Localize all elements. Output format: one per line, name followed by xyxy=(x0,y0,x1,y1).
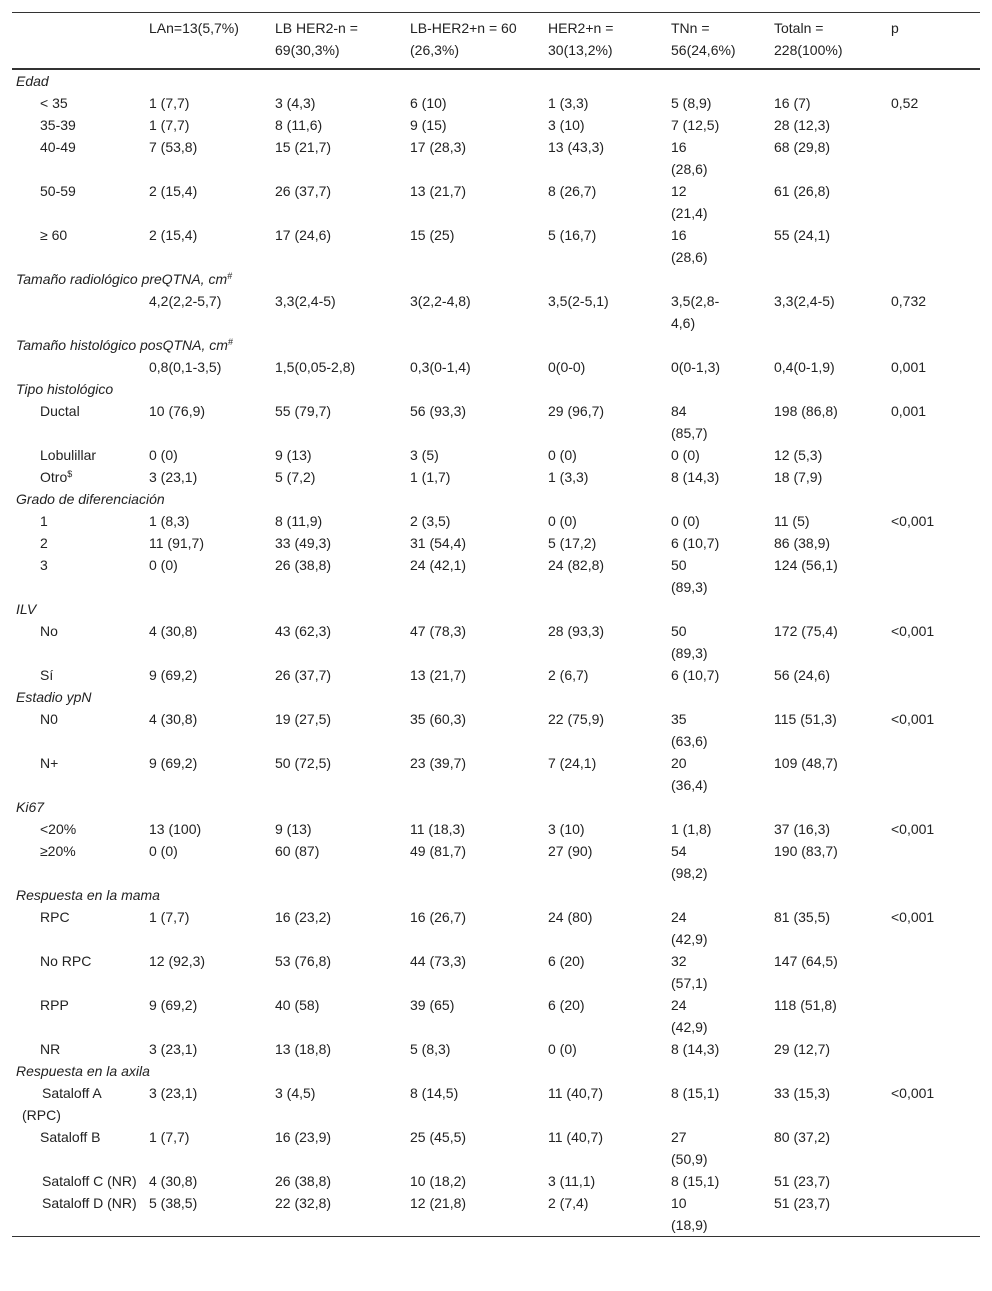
table-header xyxy=(12,13,980,70)
table-cell: 24 (42,9) xyxy=(671,997,708,1035)
table-cell: 33 (15,3) xyxy=(774,1085,831,1101)
table-cell: 4,2(2,2-5,7) xyxy=(149,293,222,309)
row-label: RPC xyxy=(40,909,70,925)
row-label: ≥20% xyxy=(40,843,76,859)
table-cell: 2 (6,7) xyxy=(548,667,589,683)
table-cell: 3 (5) xyxy=(410,447,439,463)
table-cell xyxy=(887,554,980,598)
table-cell: 1 (1,8) xyxy=(671,821,712,837)
table-row xyxy=(12,466,980,488)
table-cell xyxy=(887,114,980,136)
table-cell: 16 (23,2) xyxy=(275,909,332,925)
table-cell xyxy=(887,994,980,1038)
table-cell: 1,5(0,05-2,8) xyxy=(275,359,356,375)
table-cell: 0,8(0,1-3,5) xyxy=(149,359,222,375)
table-cell: 0 (0) xyxy=(548,513,577,529)
table-cell: 37 (16,3) xyxy=(774,821,831,837)
table-body xyxy=(12,69,980,1237)
section-title: ILV xyxy=(16,601,37,617)
table-row xyxy=(12,400,980,444)
table-cell: 0,001 xyxy=(891,359,927,375)
table-cell: <0,001 xyxy=(891,623,935,639)
table-cell: 20 (36,4) xyxy=(671,755,708,793)
table-cell: 56 (24,6) xyxy=(774,667,831,683)
table-cell: 3,5(2-5,1) xyxy=(548,293,609,309)
table-cell: 51 (23,7) xyxy=(774,1195,831,1211)
table-row xyxy=(12,1082,980,1126)
table-cell: 47 (78,3) xyxy=(410,623,467,639)
table-row xyxy=(12,752,980,796)
row-label: Sataloff A (RPC) xyxy=(22,1085,101,1123)
table-cell: 4 (30,8) xyxy=(149,711,198,727)
table-cell: 0,3(0-1,4) xyxy=(410,359,471,375)
table-cell: 24 (42,1) xyxy=(410,557,467,573)
table-cell: 6 (20) xyxy=(548,997,585,1013)
row-label: N+ xyxy=(40,755,59,771)
row-label xyxy=(12,290,145,334)
footnote-marker: $ xyxy=(67,469,73,479)
table-row xyxy=(12,510,980,532)
table-cell: 60 (87) xyxy=(275,843,320,859)
table-cell: 7 (12,5) xyxy=(671,117,720,133)
table-row xyxy=(12,994,980,1038)
table-row xyxy=(12,136,980,180)
table-container xyxy=(12,12,980,1237)
table-cell xyxy=(887,752,980,796)
table-row xyxy=(12,950,980,994)
table-cell: 3 (4,3) xyxy=(275,95,316,111)
table-cell: 6 (10) xyxy=(410,95,447,111)
row-label: RPP xyxy=(40,997,69,1013)
table-cell: 6 (20) xyxy=(548,953,585,969)
table-cell: 25 (45,5) xyxy=(410,1129,467,1145)
table-cell: 11 (40,7) xyxy=(548,1129,603,1145)
table-cell: 4 (30,8) xyxy=(149,623,198,639)
column-header: LB HER2-n = 69(30,3%) xyxy=(275,20,358,58)
table-cell: 12 (92,3) xyxy=(149,953,206,969)
table-cell: 8 (26,7) xyxy=(548,183,597,199)
table-cell: 6 (10,7) xyxy=(671,667,720,683)
table-cell: 80 (37,2) xyxy=(774,1129,831,1145)
table-cell: 5 (7,2) xyxy=(275,469,316,485)
table-cell: 5 (8,9) xyxy=(671,95,712,111)
table-row xyxy=(12,444,980,466)
table-cell: 9 (69,2) xyxy=(149,997,198,1013)
table-cell: 0,52 xyxy=(891,95,919,111)
column-header: LAn=13(5,7%) xyxy=(149,20,239,36)
row-label: 3 xyxy=(40,557,48,573)
section-title: Estadio ypN xyxy=(16,689,92,705)
table-cell: 3,3(2,4-5) xyxy=(774,293,835,309)
table-row xyxy=(12,356,980,378)
table-cell: 86 (38,9) xyxy=(774,535,831,551)
table-cell: 23 (39,7) xyxy=(410,755,467,771)
table-cell: 0 (0) xyxy=(671,447,700,463)
table-cell: <0,001 xyxy=(891,909,935,925)
table-cell: 1 (7,7) xyxy=(149,909,190,925)
row-label: 50-59 xyxy=(40,183,76,199)
table-cell: 0 (0) xyxy=(548,1041,577,1057)
table-cell: 0 (0) xyxy=(671,513,700,529)
row-label: Sí xyxy=(40,667,54,683)
table-cell: 1 (1,7) xyxy=(410,469,451,485)
table-cell: 9 (69,2) xyxy=(149,667,198,683)
table-cell: 35 (63,6) xyxy=(671,711,708,749)
table-cell: 50 (89,3) xyxy=(671,557,708,595)
table-cell: 26 (37,7) xyxy=(275,667,332,683)
table-cell: 29 (96,7) xyxy=(548,403,605,419)
section-row xyxy=(12,884,980,906)
table-cell: 13 (21,7) xyxy=(410,183,467,199)
row-label: No RPC xyxy=(40,953,92,969)
column-header: Totaln = 228(100%) xyxy=(774,20,843,58)
table-cell: 16 (26,7) xyxy=(410,909,467,925)
data-table xyxy=(12,12,980,1237)
table-cell: 56 (93,3) xyxy=(410,403,467,419)
table-cell: 16 (7) xyxy=(774,95,811,111)
table-row xyxy=(12,818,980,840)
section-row xyxy=(12,334,980,356)
table-cell: 27 (50,9) xyxy=(671,1129,708,1167)
table-cell: 24 (82,8) xyxy=(548,557,605,573)
table-cell: 54 (98,2) xyxy=(671,843,708,881)
table-cell: 0(0-0) xyxy=(548,359,586,375)
table-cell: 13 (18,8) xyxy=(275,1041,332,1057)
table-cell: 27 (90) xyxy=(548,843,593,859)
table-cell xyxy=(887,1126,980,1170)
table-cell: <0,001 xyxy=(891,711,935,727)
table-cell: 68 (29,8) xyxy=(774,139,831,155)
table-cell: 115 (51,3) xyxy=(774,711,837,727)
table-cell: 198 (86,8) xyxy=(774,403,838,419)
row-label: Sataloff D (NR) xyxy=(42,1195,137,1211)
table-cell: 22 (75,9) xyxy=(548,711,605,727)
table-cell: 11 (18,3) xyxy=(410,821,465,837)
table-cell: 147 (64,5) xyxy=(774,953,838,969)
table-cell xyxy=(887,136,980,180)
table-cell xyxy=(887,466,980,488)
table-cell: 6 (10,7) xyxy=(671,535,720,551)
table-cell: 61 (26,8) xyxy=(774,183,831,199)
table-cell: 9 (69,2) xyxy=(149,755,198,771)
table-cell: 3 (23,1) xyxy=(149,1041,198,1057)
table-cell: 2 (3,5) xyxy=(410,513,451,529)
table-cell: 2 (7,4) xyxy=(548,1195,589,1211)
table-cell: 10 (18,2) xyxy=(410,1173,467,1189)
section-title: Respuesta en la mama xyxy=(16,887,160,903)
table-cell: 0 (0) xyxy=(149,843,178,859)
section-title: Grado de diferenciación xyxy=(16,491,165,507)
table-cell: 43 (62,3) xyxy=(275,623,332,639)
row-label: 35-39 xyxy=(40,117,76,133)
table-cell: 1 (7,7) xyxy=(149,95,190,111)
column-header xyxy=(12,13,145,70)
section-row xyxy=(12,268,980,290)
row-label: Otro$ xyxy=(40,469,73,485)
table-cell: 0,4(0-1,9) xyxy=(774,359,835,375)
table-cell: 11 (40,7) xyxy=(548,1085,603,1101)
section-title: Tamaño radiológico preQTNA, cm# xyxy=(16,271,233,287)
table-cell: 81 (35,5) xyxy=(774,909,831,925)
table-cell: 10 (18,9) xyxy=(671,1195,708,1233)
table-cell: 8 (14,5) xyxy=(410,1085,459,1101)
section-row xyxy=(12,378,980,400)
table-cell: 24 (42,9) xyxy=(671,909,708,947)
table-cell: 16 (28,6) xyxy=(671,227,708,265)
table-cell: 26 (37,7) xyxy=(275,183,332,199)
table-row xyxy=(12,708,980,752)
table-row xyxy=(12,1038,980,1060)
table-cell: 12 (21,8) xyxy=(410,1195,467,1211)
table-cell: 8 (15,1) xyxy=(671,1085,720,1101)
table-row xyxy=(12,554,980,598)
table-cell: 15 (25) xyxy=(410,227,455,243)
table-cell xyxy=(887,1170,980,1192)
table-cell: 10 (76,9) xyxy=(149,403,206,419)
table-cell: 17 (24,6) xyxy=(275,227,332,243)
table-cell xyxy=(887,1192,980,1237)
table-cell: 35 (60,3) xyxy=(410,711,467,727)
column-header: LB-HER2+n = 60 (26,3%) xyxy=(410,20,517,58)
table-row xyxy=(12,906,980,950)
table-cell: 190 (83,7) xyxy=(774,843,838,859)
table-cell: 3 (4,5) xyxy=(275,1085,316,1101)
table-cell: 3 (23,1) xyxy=(149,469,198,485)
table-cell: 13 (43,3) xyxy=(548,139,605,155)
table-cell: 13 (21,7) xyxy=(410,667,467,683)
column-header: TNn = 56(24,6%) xyxy=(671,20,736,58)
table-row xyxy=(12,1192,980,1237)
table-cell xyxy=(887,840,980,884)
section-title: Respuesta en la axila xyxy=(16,1063,150,1079)
table-cell: 4 (30,8) xyxy=(149,1173,198,1189)
table-cell: 1 (3,3) xyxy=(548,469,589,485)
table-cell: 13 (100) xyxy=(149,821,202,837)
row-label: < 35 xyxy=(40,95,68,111)
table-cell: 8 (11,6) xyxy=(275,117,323,133)
footnote-marker: # xyxy=(227,271,233,281)
table-cell: 39 (65) xyxy=(410,997,455,1013)
table-row xyxy=(12,114,980,136)
table-cell: 5 (8,3) xyxy=(410,1041,451,1057)
table-cell: 29 (12,7) xyxy=(774,1041,831,1057)
row-label: Sataloff B xyxy=(40,1129,101,1145)
table-cell: 50 (72,5) xyxy=(275,755,332,771)
table-cell: 22 (32,8) xyxy=(275,1195,332,1211)
table-row xyxy=(12,92,980,114)
section-row xyxy=(12,488,980,510)
row-label: 1 xyxy=(40,513,48,529)
table-row xyxy=(12,1126,980,1170)
section-row xyxy=(12,1060,980,1082)
table-cell: <0,001 xyxy=(891,513,935,529)
table-cell: 2 (15,4) xyxy=(149,227,198,243)
table-cell: 26 (38,8) xyxy=(275,557,332,573)
table-cell: 0 (0) xyxy=(149,447,178,463)
table-row xyxy=(12,224,980,268)
table-cell: 9 (13) xyxy=(275,447,312,463)
row-label: Sataloff C (NR) xyxy=(42,1173,137,1189)
table-cell: 2 (15,4) xyxy=(149,183,198,199)
row-label: Ductal xyxy=(40,403,80,419)
row-label: NR xyxy=(40,1041,61,1057)
table-cell: 1 (7,7) xyxy=(149,1129,190,1145)
table-row xyxy=(12,532,980,554)
table-cell: 28 (12,3) xyxy=(774,117,831,133)
table-cell xyxy=(887,1038,980,1060)
section-title: Tamaño histológico posQTNA, cm# xyxy=(16,337,233,353)
row-label: Lobulillar xyxy=(40,447,97,463)
table-cell: 55 (79,7) xyxy=(275,403,332,419)
table-row xyxy=(12,1170,980,1192)
table-cell: 3 (10) xyxy=(548,117,585,133)
row-label: 40-49 xyxy=(40,139,76,155)
table-cell: 50 (89,3) xyxy=(671,623,708,661)
section-row xyxy=(12,686,980,708)
table-cell: 18 (7,9) xyxy=(774,469,823,485)
table-cell xyxy=(887,444,980,466)
table-cell: 19 (27,5) xyxy=(275,711,332,727)
table-cell xyxy=(887,180,980,224)
section-title: Tipo histológico xyxy=(16,381,114,397)
table-cell: 0,001 xyxy=(891,403,927,419)
section-row xyxy=(12,796,980,818)
table-row xyxy=(12,180,980,224)
table-cell: 7 (24,1) xyxy=(548,755,597,771)
table-cell: 3 (10) xyxy=(548,821,585,837)
table-cell: 109 (48,7) xyxy=(774,755,838,771)
table-cell xyxy=(887,664,980,686)
table-cell: 12 (21,4) xyxy=(671,183,708,221)
table-row xyxy=(12,620,980,664)
table-cell: 32 (57,1) xyxy=(671,953,708,991)
table-cell: 17 (28,3) xyxy=(410,139,467,155)
table-cell: <0,001 xyxy=(891,1085,935,1101)
row-label: <20% xyxy=(40,821,77,837)
table-cell: 0(0-1,3) xyxy=(671,359,721,375)
table-cell: 51 (23,7) xyxy=(774,1173,831,1189)
table-cell: 3(2,2-4,8) xyxy=(410,293,471,309)
section-row xyxy=(12,598,980,620)
table-row xyxy=(12,664,980,686)
table-cell: 5 (17,2) xyxy=(548,535,597,551)
table-cell: 16 (28,6) xyxy=(671,139,708,177)
footnote-marker: # xyxy=(227,337,233,347)
section-title: Ki67 xyxy=(16,799,45,815)
table-cell: 49 (81,7) xyxy=(410,843,467,859)
table-cell: 15 (21,7) xyxy=(275,139,332,155)
row-label: No xyxy=(40,623,58,639)
table-cell: 0,732 xyxy=(891,293,927,309)
table-cell: 1 (8,3) xyxy=(149,513,190,529)
row-label: 2 xyxy=(40,535,48,551)
row-label xyxy=(12,356,145,378)
table-cell: 24 (80) xyxy=(548,909,593,925)
table-cell: 40 (58) xyxy=(275,997,320,1013)
row-label: ≥ 60 xyxy=(40,227,68,243)
section-title: Edad xyxy=(16,73,49,89)
table-cell xyxy=(887,532,980,554)
table-cell: 26 (38,8) xyxy=(275,1173,332,1189)
table-cell: 8 (14,3) xyxy=(671,469,720,485)
table-cell: 3,5(2,8-4,6) xyxy=(671,293,720,331)
table-cell: 1 (3,3) xyxy=(548,95,589,111)
table-cell: 33 (49,3) xyxy=(275,535,332,551)
table-cell: 11 (91,7) xyxy=(149,535,204,551)
table-cell: 3,3(2,4-5) xyxy=(275,293,336,309)
table-cell: 11 (5) xyxy=(774,513,810,529)
table-cell: 118 (51,8) xyxy=(774,997,837,1013)
table-cell xyxy=(887,224,980,268)
table-row xyxy=(12,840,980,884)
table-cell: 8 (14,3) xyxy=(671,1041,720,1057)
table-cell: 1 (7,7) xyxy=(149,117,190,133)
table-cell: 3 (11,1) xyxy=(548,1173,596,1189)
table-cell: 0 (0) xyxy=(548,447,577,463)
section-row xyxy=(12,69,980,92)
table-cell: 3 (23,1) xyxy=(149,1085,198,1101)
table-cell: 31 (54,4) xyxy=(410,535,467,551)
table-cell: 8 (15,1) xyxy=(671,1173,720,1189)
table-cell: 9 (13) xyxy=(275,821,312,837)
table-cell: <0,001 xyxy=(891,821,935,837)
table-cell: 124 (56,1) xyxy=(774,557,838,573)
table-cell: 0 (0) xyxy=(149,557,178,573)
table-cell: 9 (15) xyxy=(410,117,447,133)
table-cell xyxy=(887,950,980,994)
row-label: N0 xyxy=(40,711,58,727)
table-cell: 44 (73,3) xyxy=(410,953,467,969)
table-cell: 8 (11,9) xyxy=(275,513,323,529)
table-cell: 5 (16,7) xyxy=(548,227,597,243)
column-header: p xyxy=(891,20,899,36)
table-cell: 12 (5,3) xyxy=(774,447,823,463)
table-cell: 7 (53,8) xyxy=(149,139,198,155)
column-header: HER2+n = 30(13,2%) xyxy=(548,20,614,58)
table-row xyxy=(12,290,980,334)
table-cell: 53 (76,8) xyxy=(275,953,332,969)
table-cell: 55 (24,1) xyxy=(774,227,831,243)
table-cell: 5 (38,5) xyxy=(149,1195,198,1211)
table-cell: 172 (75,4) xyxy=(774,623,838,639)
table-cell: 28 (93,3) xyxy=(548,623,605,639)
table-cell: 84 (85,7) xyxy=(671,403,708,441)
table-cell: 16 (23,9) xyxy=(275,1129,332,1145)
